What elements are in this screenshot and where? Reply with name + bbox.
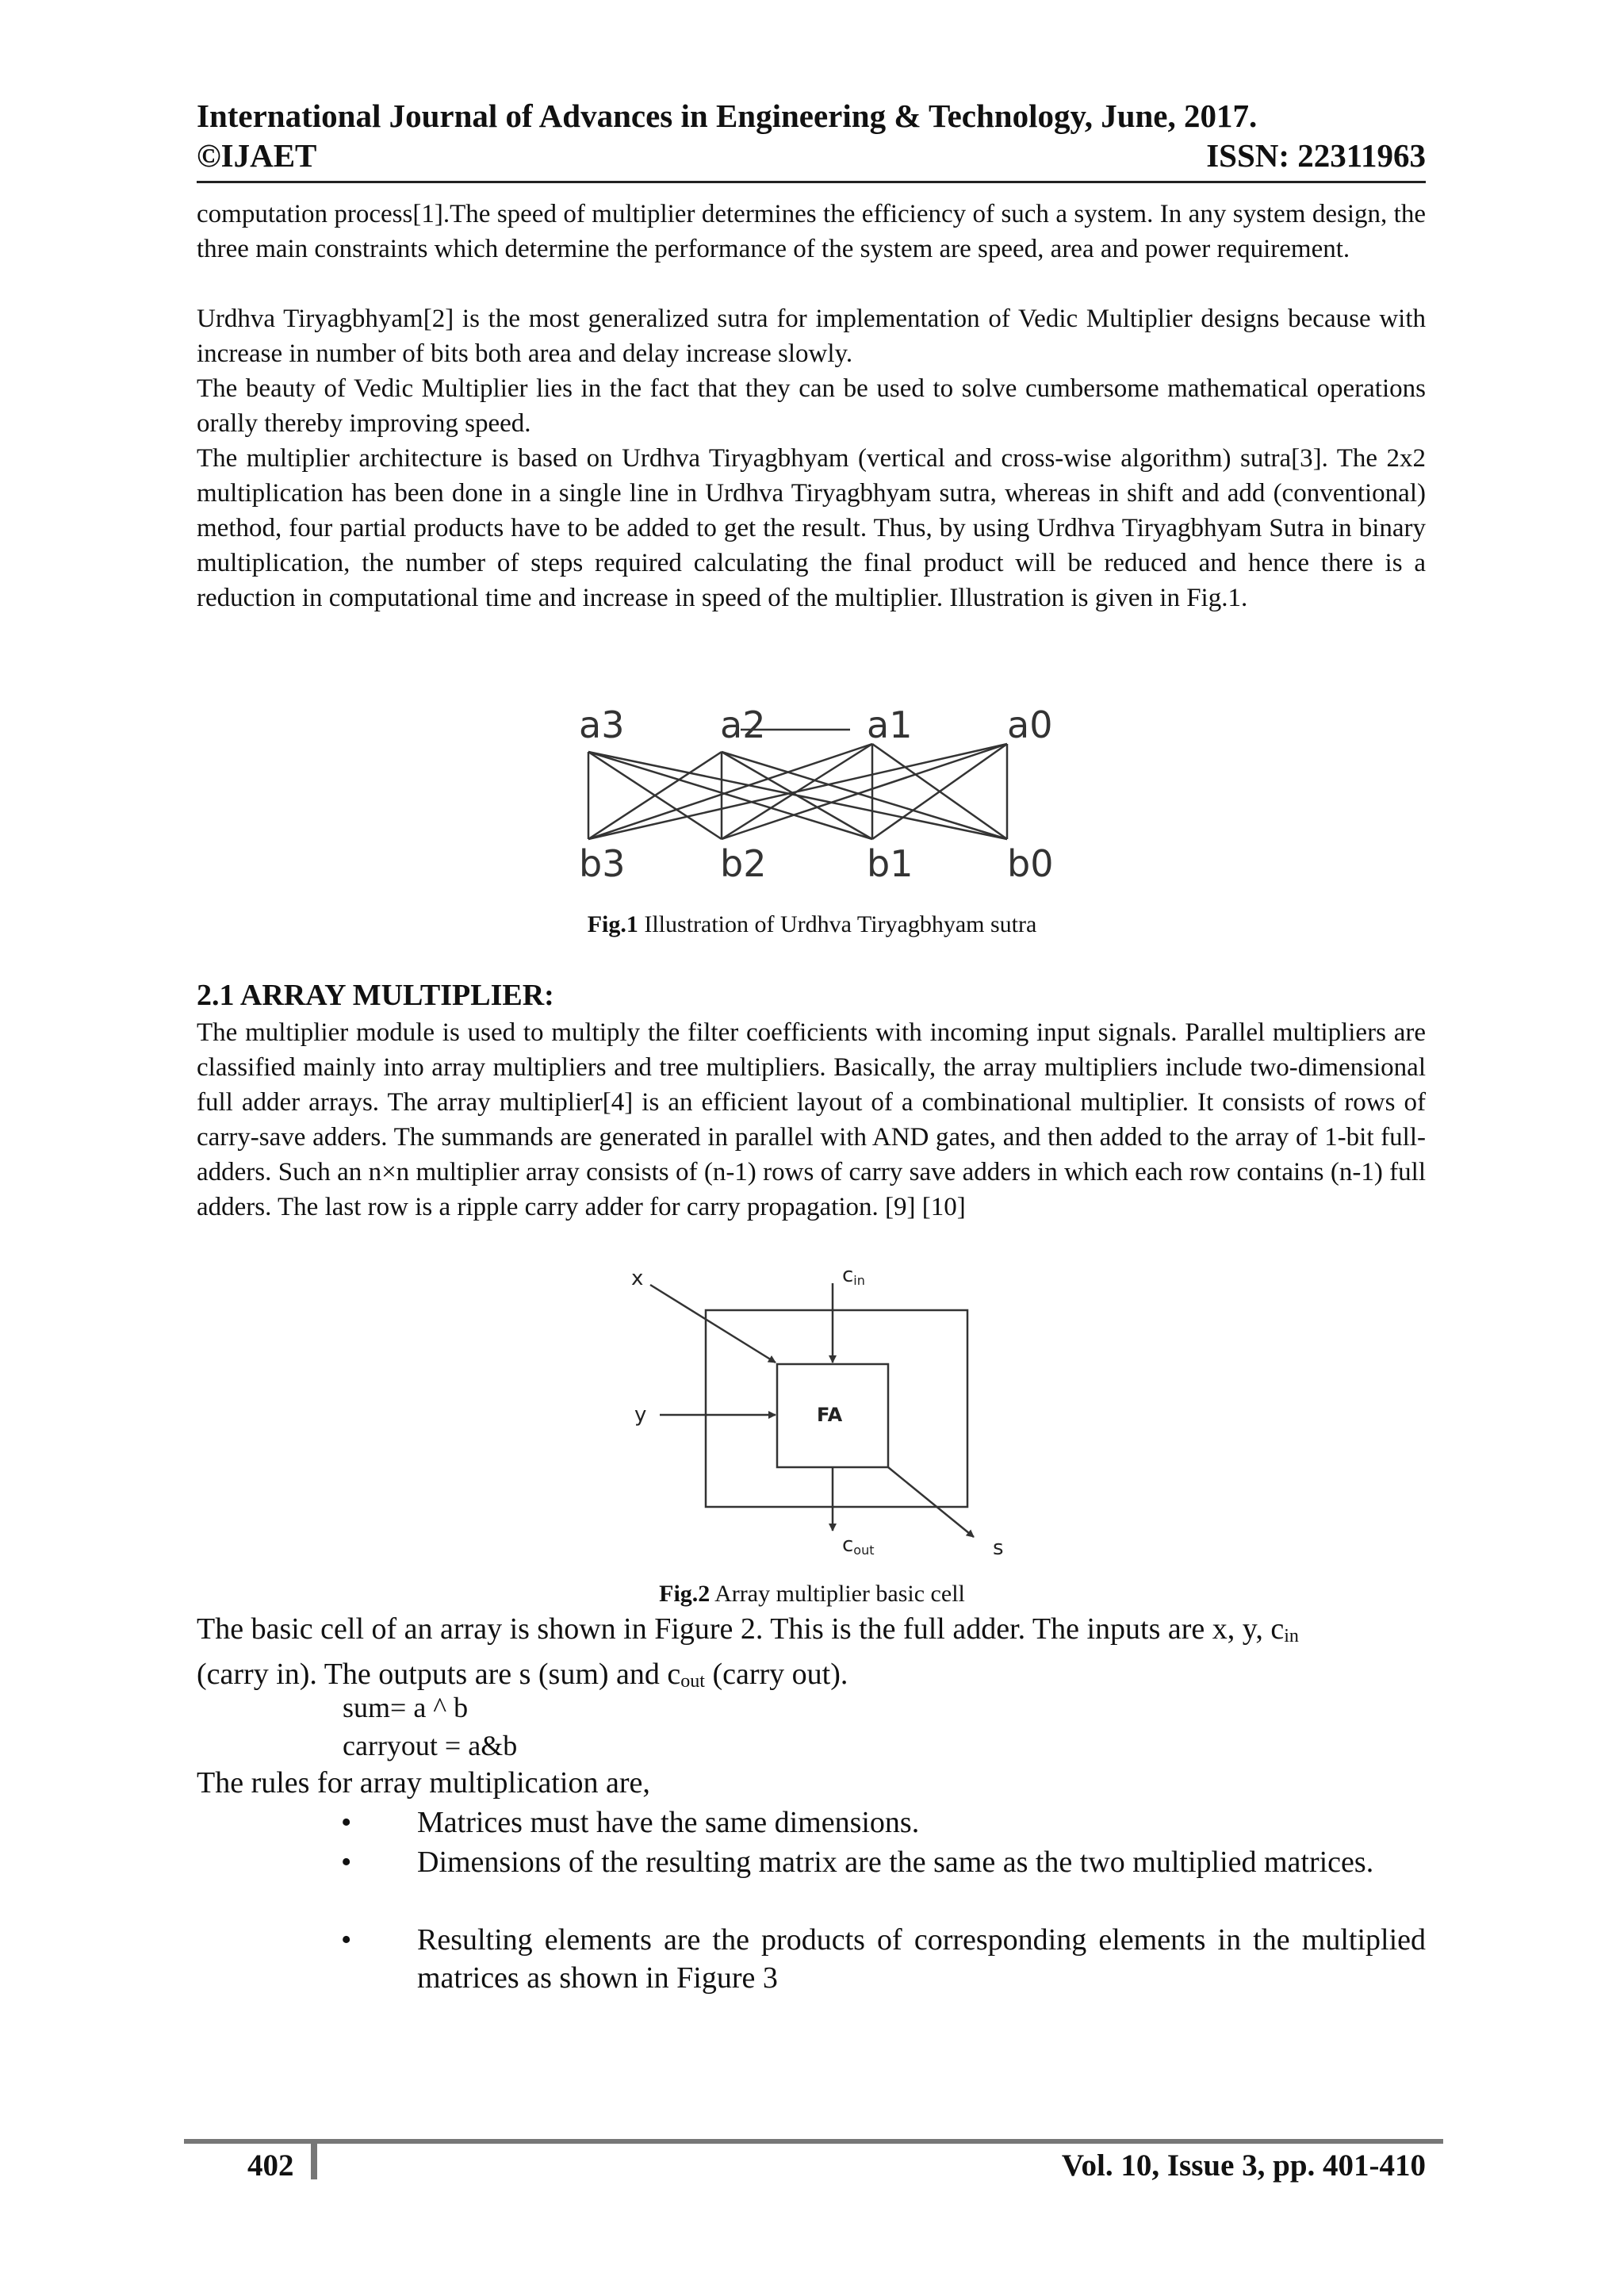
rules-intro: The rules for array multiplication are,	[197, 1766, 650, 1800]
list-item-text: Dimensions of the resulting matrix are the same as the two multiplied matrices.	[417, 1846, 1374, 1879]
fig2-label-x: x	[631, 1267, 644, 1290]
list-item	[341, 1843, 1426, 1919]
fig2-caption	[0, 1578, 1624, 1610]
section-body: The multiplier module is used to multiply the filter coefficients with incoming input signals. Parallel multipliers are classified mainly into array multipliers and tree multipliers. Basically, the array multipliers include two-dimensional full adder arrays. The array multiplier[4] is an efficient layout of a combinational multiplier. It consists of rows of carry-save adders. The summands are generated in parallel with AND gates, and then added to the array of 1-bit full-adders. Such an n×n multiplier array consists of (n-1) rows of carry save adders in which each row contains (n-1) full adders. The last row is a ripple carry adder for carry propagation. [9] [10]	[197, 1018, 1426, 1221]
page-number: 402	[247, 2148, 294, 2183]
fig1-label-b2: b2	[720, 842, 767, 885]
list-item-text: Resulting elements are the products of corresponding elements in the multiplied matrices as shown in Figure 3	[417, 1923, 1426, 1995]
basic-cell-paragraph: The basic cell of an array is shown in Figure 2. This is the full adder. The inputs are x, y, $c_{in}$ (carry in). The outputs are s (sum) and $c_{out}$ (carry out).	[197, 1612, 1299, 1692]
fig1-urdhva-diagram	[571, 698, 1063, 888]
paragraph-4: The multiplier architecture is based on Urdhva Tiryagbhyam (vertical and cross-wise algorithm) sutra[3]. The 2x2 multiplication has been done in a single line in Urdhva Tiryagbhyam sutra, whereas in shift and add (conventional) method, four partial products have to be added to get the result. Thus, by using Urdhva Tiryagbhyam Sutra in binary multiplication, the number of steps required calculating the final product will be reduced and hence there is a reduction in computational time and increase in speed of the multiplier. Illustration is given in Fig.1.	[197, 444, 1426, 612]
fig1-label-b1: b1	[867, 842, 914, 885]
fig2-basic-cell-diagram	[619, 1261, 1031, 1562]
paragraph-3: The beauty of Vedic Multiplier lies in the fact that they can be used to solve cumbersome mathematical operations orally thereby improving speed.	[197, 374, 1426, 438]
paragraph-1: computation process[1].The speed of multiplier determines the efficiency of such a system. In any system design, the three main constraints which determine the performance of the system are speed, area and power requirement.	[197, 200, 1426, 263]
s-output-arrow	[888, 1467, 974, 1537]
fig1-label-a1: a1	[867, 703, 913, 746]
fig1-label-b0: b0	[1007, 842, 1054, 885]
x-input-arrow	[650, 1285, 776, 1363]
copyright-line	[197, 136, 1426, 174]
fig1-caption	[0, 909, 1624, 941]
journal-title: International Journal of Advances in Engineering & Technology, June, 2017.	[197, 98, 1258, 134]
fig2-caption-label: Fig.2	[659, 1581, 710, 1607]
fig2-label-s: s	[993, 1536, 1004, 1560]
fig2-label-cout: cout	[842, 1533, 875, 1558]
header-rule	[197, 181, 1426, 183]
fig1-label-a2: a2	[720, 703, 766, 746]
list-item	[341, 1921, 1426, 1997]
bullet: •	[341, 1923, 352, 1957]
paragraph-2: Urdhva Tiryagbhyam[2] is the most generalized sutra for implementation of Vedic Multiplier designs because with increase in number of bits both area and delay increase slowly.	[197, 305, 1426, 368]
fig1-label-a0: a0	[1007, 703, 1053, 746]
fig2-caption-text: Array multiplier basic cell	[710, 1581, 965, 1607]
bullet: •	[341, 1846, 352, 1879]
fa-label: FA	[817, 1404, 843, 1426]
footer-divider	[311, 2141, 317, 2179]
carry-equation: carryout = a&b	[343, 1730, 518, 1761]
sum-equation: sum= a ^ b	[343, 1692, 469, 1723]
fig1-caption-text: Illustration of Urdhva Tiryagbhyam sutra	[638, 911, 1037, 937]
fig1-label-a3: a3	[579, 703, 625, 746]
fig2-label-y: y	[634, 1403, 647, 1427]
fig2-label-cin: cin	[842, 1263, 865, 1288]
fig1-label-b3: b3	[579, 842, 626, 885]
issn: ISSN: 22311963	[1206, 137, 1426, 174]
fig1-lines	[588, 730, 1007, 839]
bullet: •	[341, 1806, 352, 1839]
volume-info: Vol. 10, Issue 3, pp. 401-410	[1061, 2148, 1426, 2183]
list-item-text: Matrices must have the same dimensions.	[417, 1806, 920, 1839]
footer-rule	[184, 2139, 1443, 2144]
fig1-caption-label: Fig.1	[587, 911, 638, 937]
section-heading: 2.1 ARRAY MULTIPLIER:	[197, 979, 554, 1012]
list-item	[341, 1803, 1426, 1842]
copyright: ©IJAET	[197, 137, 317, 174]
